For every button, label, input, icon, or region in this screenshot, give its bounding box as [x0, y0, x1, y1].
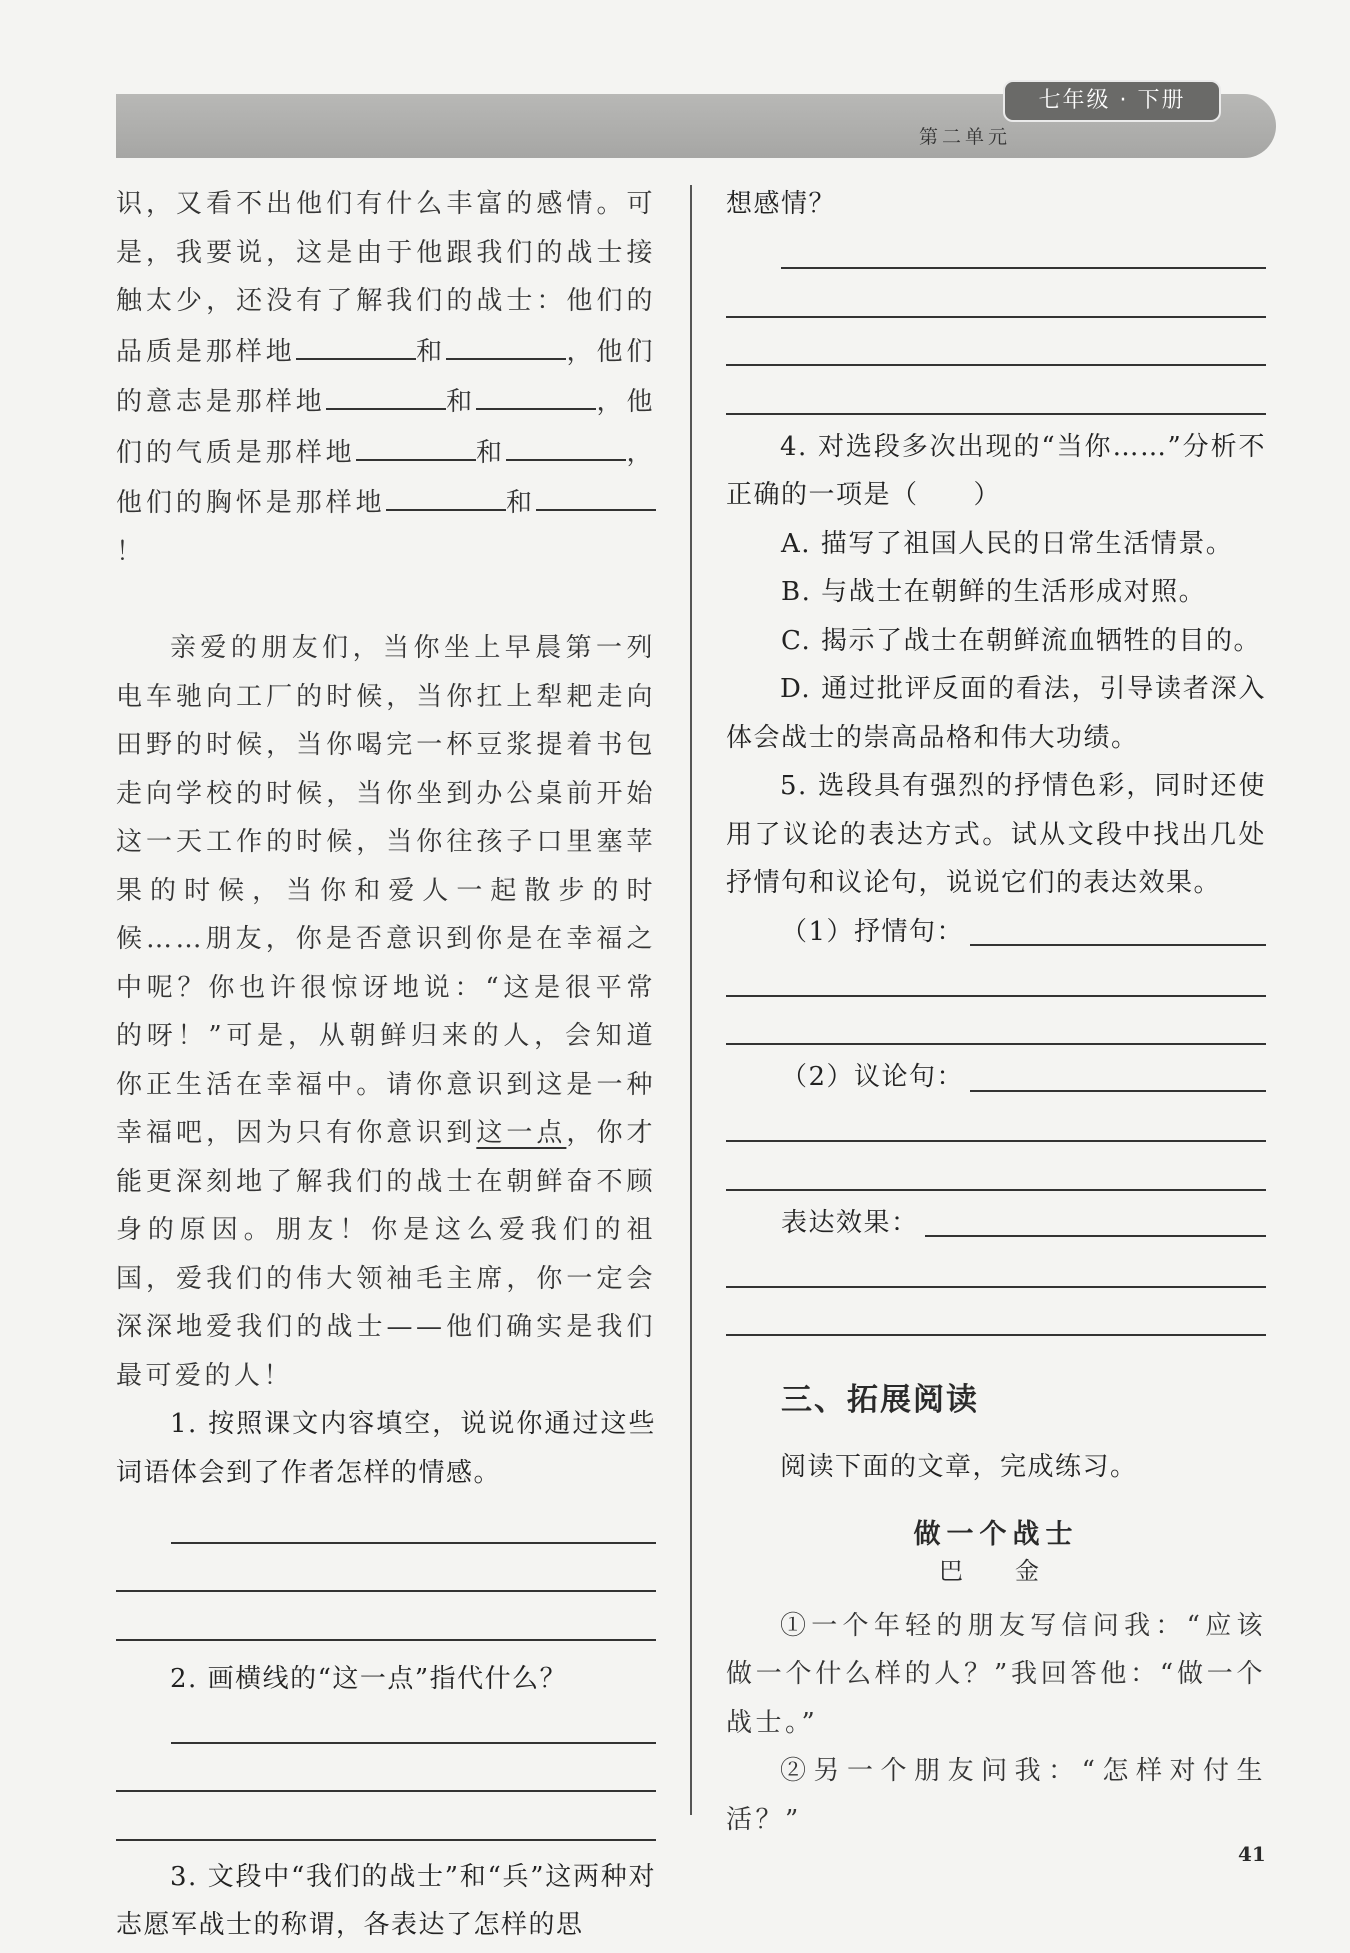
answer-line[interactable] [116, 1752, 656, 1801]
article-author: 巴 金 [939, 1556, 1053, 1585]
article-paragraph-2: ②另一个朋友问我：“怎样对付生活？” [726, 1756, 1266, 1835]
article-paragraph-1: ①一个年轻的朋友写信问我：“应该做一个什么样的人？”我回答他：“做一个战士。” [726, 1610, 1266, 1738]
answer-line[interactable] [726, 374, 1266, 423]
fill-blank-3[interactable] [326, 376, 446, 410]
reading-instruction: 阅读下面的文章，完成练习。 [780, 1452, 1138, 1482]
expression-effect-field[interactable]: 表达效果： [726, 1199, 1266, 1248]
question-3: 3. 文段中“我们的战士”和“兵”这两种对志愿军战士的称谓，各表达了怎样的思 [116, 1861, 656, 1940]
lyrical-sentence-field[interactable]: （1）抒情句： [726, 908, 1266, 957]
answer-line[interactable] [116, 1552, 656, 1601]
answer-line[interactable] [116, 1703, 656, 1752]
question-3-continued: 想感情？ [726, 189, 837, 219]
fill-blank-7[interactable] [386, 477, 506, 511]
underlined-phrase: 这一点 [476, 1118, 567, 1148]
answer-line[interactable] [116, 1800, 656, 1849]
option-d[interactable]: D. 通过批评反面的看法，引导读者深入体会战士的崇高品格和伟大功绩。 [726, 674, 1266, 753]
answer-line[interactable] [726, 1247, 1266, 1296]
article-title: 做一个战士 [913, 1518, 1079, 1550]
answer-line[interactable] [726, 277, 1266, 326]
question-1: 1. 按照课文内容填空，说说你通过这些词语体会到了作者怎样的情感。 [116, 1409, 656, 1488]
page-number: 41 [1238, 1842, 1266, 1866]
answer-line[interactable] [726, 229, 1266, 278]
question-4: 4. 对选段多次出现的“当你……”分析不正确的一项是（ ） [726, 431, 1266, 510]
fill-blank-4[interactable] [476, 376, 596, 410]
answer-line[interactable] [726, 1005, 1266, 1054]
question-2: 2. 画横线的“这一点”指代什么？ [170, 1663, 568, 1694]
answer-line[interactable] [116, 1600, 656, 1649]
fill-blank-8[interactable] [536, 477, 656, 511]
grade-tab: 七年级 · 下册 [1003, 80, 1221, 122]
answer-line[interactable] [726, 1102, 1266, 1151]
answer-line[interactable] [116, 1503, 656, 1552]
fill-blank-6[interactable] [506, 427, 626, 461]
fill-blank-2[interactable] [446, 326, 566, 360]
option-b[interactable]: B. 与战士在朝鲜的生活形成对照。 [781, 577, 1207, 607]
passage-paragraph-2: 亲爱的朋友们，当你坐上早晨第一列电车驰向工厂的时候，当你扛上犁耙走向田野的时候，当你喝完一杯豆浆提着书包走向学校的时候，当你坐到办公桌前开始这一天工作的时候，当你往孩子口里塞苹果的时候，当你和爱人一起散步的时候……朋友，你是否意识到你是在幸福之中呢？你也许很惊讶地说：“这是很平常的呀！”可是，从朝鲜归来的人，会知道你正生活在幸福中。请你意识到这是一种幸福吧，因为只有你意识到这一点，你才能更深刻地了解我们的战士在朝鲜奋不顾身的原因。朋友！你是这么爱我们的祖国，爱我们的伟大领袖毛主席，你一定会深深地爱我们的战士——他们确实是我们最可爱的人！ [116, 633, 656, 1391]
answer-line[interactable] [726, 326, 1266, 375]
answer-line[interactable] [726, 1150, 1266, 1199]
answer-line[interactable] [726, 956, 1266, 1005]
section-heading: 三、拓展阅读 [781, 1382, 979, 1418]
column-divider [690, 185, 692, 1815]
fill-blank-5[interactable] [356, 427, 476, 461]
right-column [726, 180, 1266, 1844]
fill-blank-1[interactable] [296, 326, 416, 360]
question-5: 5. 选段具有强烈的抒情色彩，同时还使用了议论的表达方式。试从文段中找出几处抒情句和议论句，说说它们的表达效果。 [726, 771, 1266, 898]
option-a[interactable]: A. 描写了祖国人民的日常生活情景。 [781, 528, 1234, 559]
unit-label: 第二单元 [918, 126, 1011, 148]
option-c[interactable]: C. 揭示了战士在朝鲜流血牺牲的目的。 [781, 625, 1261, 656]
passage-paragraph-1: 识，又看不出他们有什么丰富的感情。可是，我要说，这是由于他跟我们的战士接触太少，还没有了解我们的战士：他们的品质是那样地 和 ，他们的意志是那样地 和 ，他们的气质是那样地 和 ，他们的胸怀是那样地 和！ [116, 189, 656, 567]
answer-line[interactable] [726, 1296, 1266, 1345]
left-column [116, 180, 656, 1950]
argument-sentence-field[interactable]: （2）议论句： [726, 1053, 1266, 1102]
